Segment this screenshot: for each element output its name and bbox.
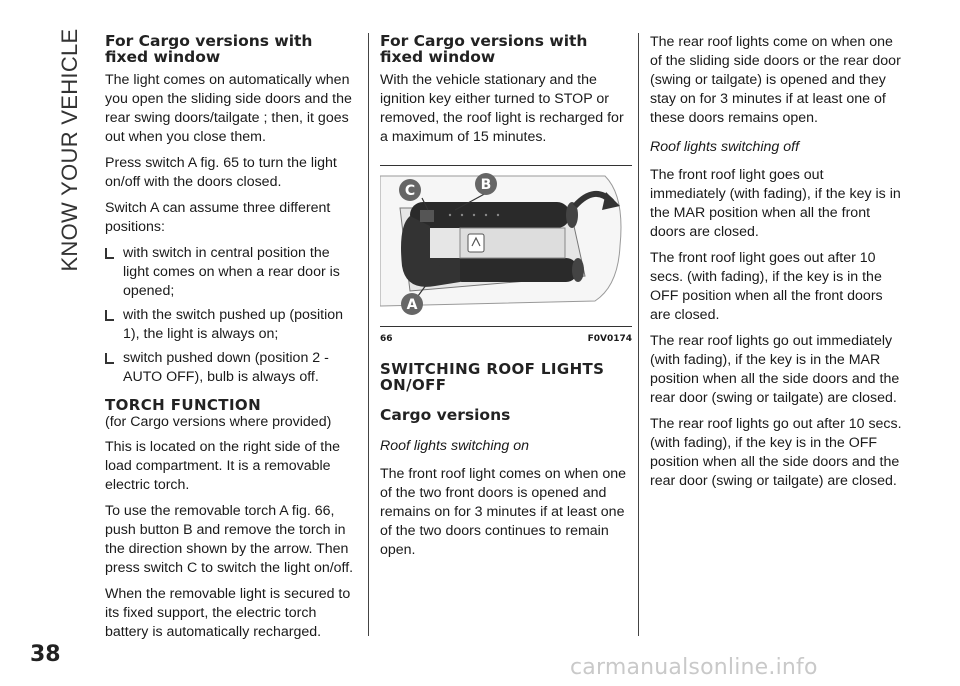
list-item: switch pushed down (position 2 - AUTO OFF), bulb is always off. <box>105 349 357 387</box>
checkbox-bullet-icon <box>105 310 114 321</box>
watermark: carmanualsonline.info <box>570 655 818 680</box>
paragraph: The front roof light comes on when one of the two front doors is opened and remains on for 3 minutes if at least one of the two doors continues to remain open. <box>380 466 627 558</box>
column-divider-1 <box>368 33 369 636</box>
list-item: with the switch pushed up (position 1), the light is always on; <box>105 306 357 344</box>
paragraph: The light comes on automatically when you open the sliding side doors and the rear swing doors/tailgate ; then, it goes out when you close them. <box>105 72 352 145</box>
switch-positions-list <box>105 244 357 387</box>
italic-subheading: Roof lights switching off <box>650 139 800 155</box>
fixed-window-heading: For Cargo versions with fixed window <box>380 32 588 66</box>
paragraph: Switch A can assume three different positions: <box>105 200 331 235</box>
paragraph: With the vehicle stationary and the ignition key either turned to STOP or removed, the roof light is recharged for a maximum of 15 minutes. <box>380 72 624 145</box>
svg-text:A: A <box>406 297 418 313</box>
paragraph: The front roof light goes out immediately (with fading), if the key is in the MAR position when all the front doors are closed. <box>650 167 901 240</box>
figure-number: 66 <box>380 334 393 344</box>
column-2 <box>380 33 632 567</box>
italic-subheading: Roof lights switching on <box>380 438 530 454</box>
checkbox-bullet-icon <box>105 353 114 364</box>
switching-roof-lights-heading: SWITCHING ROOF LIGHTS ON/OFF <box>380 360 605 394</box>
fixed-window-heading: For Cargo versions with fixed window <box>105 32 313 66</box>
cargo-versions-heading: Cargo versions <box>380 406 511 424</box>
paragraph: To use the removable torch A fig. 66, push button B and remove the torch in the direction shown by the arrow. Then press switch C to switch the light on/off. <box>105 503 354 576</box>
column-3 <box>650 33 902 498</box>
svg-text:C: C <box>404 183 416 199</box>
figure-66 <box>380 165 632 349</box>
checkbox-bullet-icon <box>105 248 114 259</box>
page-number: 38 <box>30 642 61 667</box>
column-divider-2 <box>638 33 639 636</box>
label-c <box>399 179 421 201</box>
svg-text:B: B <box>480 177 492 193</box>
paragraph: The front roof light goes out after 10 secs. (with fading), if the key is in the OFF position when all the front doors are closed. <box>650 250 883 323</box>
paragraph: Press switch A fig. 65 to turn the light on/off with the doors closed. <box>105 155 337 190</box>
figure-code: F0V0174 <box>587 334 632 344</box>
figure-caption <box>380 326 632 349</box>
section-side-tab-label: KNOW YOUR VEHICLE <box>57 28 82 272</box>
section-side-tab <box>55 25 85 275</box>
label-a <box>401 293 423 315</box>
label-b <box>475 173 497 195</box>
torch-subtitle: (for Cargo versions where provided) <box>105 414 332 430</box>
paragraph: The rear roof lights go out immediately (with fading), if the key is in the MAR position when all the side doors and the rear door (swing or tailgate) are closed. <box>650 333 900 406</box>
paragraph: When the removable light is secured to its fixed support, the electric torch battery is automatically recharged. <box>105 586 351 640</box>
paragraph: The rear roof lights go out after 10 secs. (with fading), if the key is in the OFF position when all the side doors and the rear door (swing or tailgate) are closed. <box>650 416 902 489</box>
paragraph: This is located on the right side of the load compartment. It is a removable electric torch. <box>105 439 341 493</box>
torch-function-heading: TORCH FUNCTION <box>105 396 262 414</box>
column-1 <box>105 33 357 649</box>
list-item: with switch in central position the light comes on when a rear door is opened; <box>105 244 357 301</box>
torch-illustration <box>380 166 632 326</box>
paragraph: The rear roof lights come on when one of the sliding side doors or the rear door (swing or tailgate) is opened and they stay on for 3 minutes if at least one of these doors remains open. <box>650 34 901 126</box>
